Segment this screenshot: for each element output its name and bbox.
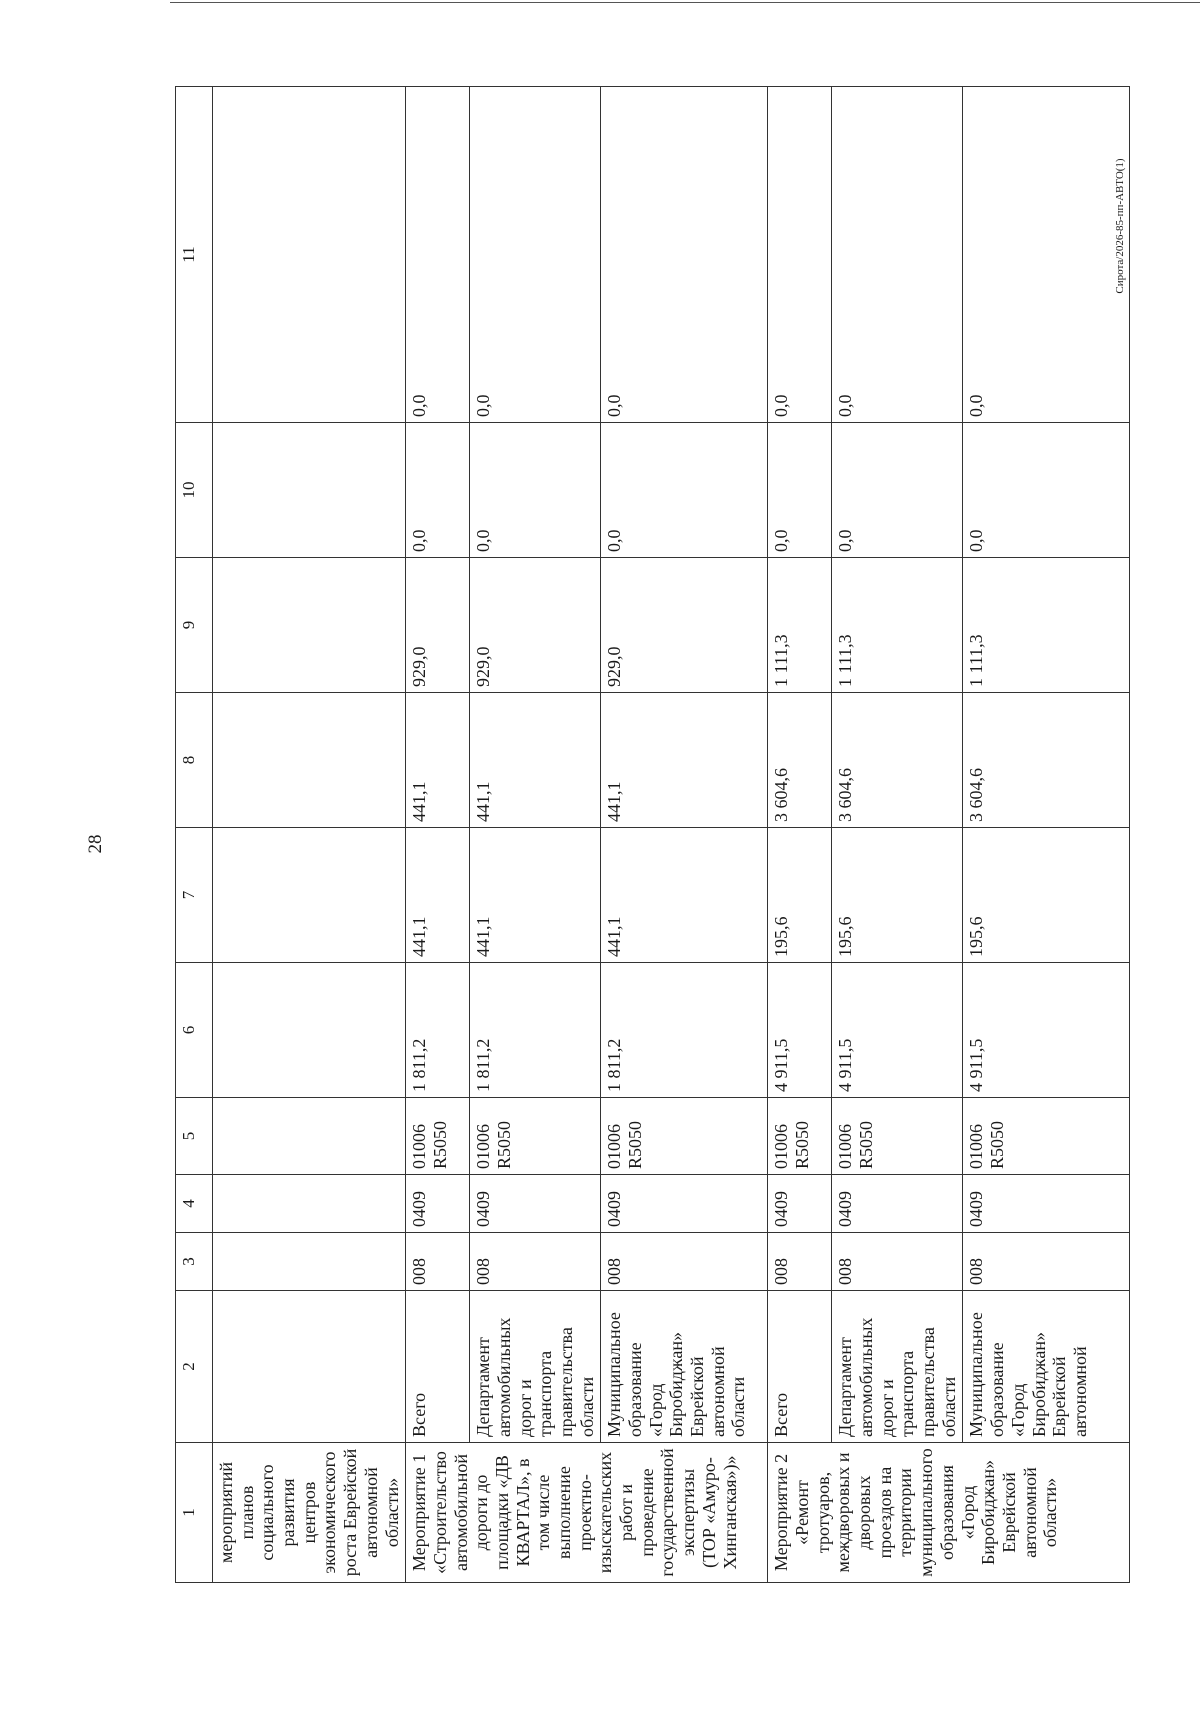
continuation-text: мероприятий планов социального развития центров экономического роста Еврейской автономной области» <box>213 1443 406 1583</box>
table-row <box>406 87 470 1583</box>
value-cell: 441,1 <box>470 828 601 963</box>
value-cell: 195,6 <box>963 828 1130 963</box>
value-cell: 0,0 <box>963 423 1130 558</box>
code-cell: 0409 <box>832 1175 963 1233</box>
column-number: 1 <box>176 1443 213 1583</box>
code-cell: 0409 <box>601 1175 768 1233</box>
code-cell: 0409 <box>768 1175 832 1233</box>
code-cell: 0409 <box>470 1175 601 1233</box>
executor-cell: Муниципальное образование «Город Биробиджан» Еврейской автономной <box>963 1291 1130 1443</box>
value-cell: 195,6 <box>832 828 963 963</box>
value-cell: 1 811,2 <box>406 963 470 1098</box>
code-cell: 008 <box>963 1233 1130 1291</box>
value-cell: 0,0 <box>768 87 832 423</box>
value-cell: 0,0 <box>768 423 832 558</box>
value-cell: 3 604,6 <box>832 693 963 828</box>
table-row <box>768 87 832 1583</box>
measure-1-name: Мероприятие 1 «Строительство автомобильной дороги до площадки «ДВ КВАРТАЛ», в том числе выполнение проектно-изыскательских работ и проведение государственной экспертизы (ТОР «Амуро-Хинганская»)» <box>406 1443 768 1583</box>
column-number: 10 <box>176 423 213 558</box>
value-cell: 0,0 <box>832 87 963 423</box>
column-number: 7 <box>176 828 213 963</box>
page-number: 28 <box>85 834 106 854</box>
column-number: 9 <box>176 558 213 693</box>
code-cell: 0409 <box>406 1175 470 1233</box>
code-cell: 008 <box>768 1233 832 1291</box>
value-cell: 929,0 <box>470 558 601 693</box>
executor-cell: Департамент автомобильных дорог и транспорта правительства области <box>470 1291 601 1443</box>
column-number-row <box>176 87 213 1583</box>
code-cell: 01006 R5050 <box>406 1098 470 1175</box>
value-cell: 1 111,3 <box>768 558 832 693</box>
value-cell: 0,0 <box>832 423 963 558</box>
column-number: 6 <box>176 963 213 1098</box>
value-cell: 4 911,5 <box>832 963 963 1098</box>
column-number: 3 <box>176 1233 213 1291</box>
code-cell: 0409 <box>963 1175 1130 1233</box>
executor-cell: Всего <box>768 1291 832 1443</box>
column-number: 4 <box>176 1175 213 1233</box>
executor-cell: Муниципальное образование «Город Биробиджан» Еврейской автономной области <box>601 1291 768 1443</box>
continuation-row <box>213 87 406 1583</box>
table-row <box>832 87 963 1583</box>
column-number: 8 <box>176 693 213 828</box>
budget-table <box>175 86 1130 1583</box>
code-cell: 008 <box>406 1233 470 1291</box>
value-cell: 1 811,2 <box>601 963 768 1098</box>
code-cell: 01006 R5050 <box>963 1098 1130 1175</box>
value-cell: 1 811,2 <box>470 963 601 1098</box>
code-cell: 01006 R5050 <box>832 1098 963 1175</box>
value-cell: 0,0 <box>406 423 470 558</box>
value-cell: 0,0 <box>963 87 1130 423</box>
value-cell: 929,0 <box>406 558 470 693</box>
column-number: 2 <box>176 1291 213 1443</box>
value-cell: 0,0 <box>470 87 601 423</box>
value-cell: 441,1 <box>601 828 768 963</box>
code-cell: 01006 R5050 <box>601 1098 768 1175</box>
value-cell: 195,6 <box>768 828 832 963</box>
table-row <box>963 87 1130 1583</box>
value-cell: 441,1 <box>601 693 768 828</box>
value-cell: 3 604,6 <box>963 693 1130 828</box>
value-cell: 929,0 <box>601 558 768 693</box>
executor-cell: Департамент автомобильных дорог и транспорта правительства области <box>832 1291 963 1443</box>
measure-2-name: Мероприятие 2 «Ремонт тротуаров, междворовых и дворовых проездов на территории муниципального образования «Город Биробиджан» Еврейской автономной области» <box>768 1443 1130 1583</box>
table-container <box>175 107 1090 1583</box>
value-cell: 4 911,5 <box>963 963 1130 1098</box>
column-number: 11 <box>176 87 213 423</box>
value-cell: 4 911,5 <box>768 963 832 1098</box>
value-cell: 0,0 <box>406 87 470 423</box>
value-cell: 441,1 <box>406 693 470 828</box>
value-cell: 441,1 <box>470 693 601 828</box>
value-cell: 1 111,3 <box>963 558 1130 693</box>
code-cell: 01006 R5050 <box>768 1098 832 1175</box>
code-cell: 008 <box>470 1233 601 1291</box>
executor-cell: Всего <box>406 1291 470 1443</box>
value-cell: 0,0 <box>601 87 768 423</box>
value-cell: 1 111,3 <box>832 558 963 693</box>
code-cell: 008 <box>832 1233 963 1291</box>
table-row <box>601 87 768 1583</box>
top-rule <box>170 2 1200 3</box>
code-cell: 008 <box>601 1233 768 1291</box>
column-number: 5 <box>176 1098 213 1175</box>
value-cell: 0,0 <box>601 423 768 558</box>
value-cell: 0,0 <box>470 423 601 558</box>
table-row <box>470 87 601 1583</box>
footer-code: Сирота/2026-85-пп-АВТО(1) <box>1114 158 1126 294</box>
code-cell: 01006 R5050 <box>470 1098 601 1175</box>
value-cell: 441,1 <box>406 828 470 963</box>
value-cell: 3 604,6 <box>768 693 832 828</box>
